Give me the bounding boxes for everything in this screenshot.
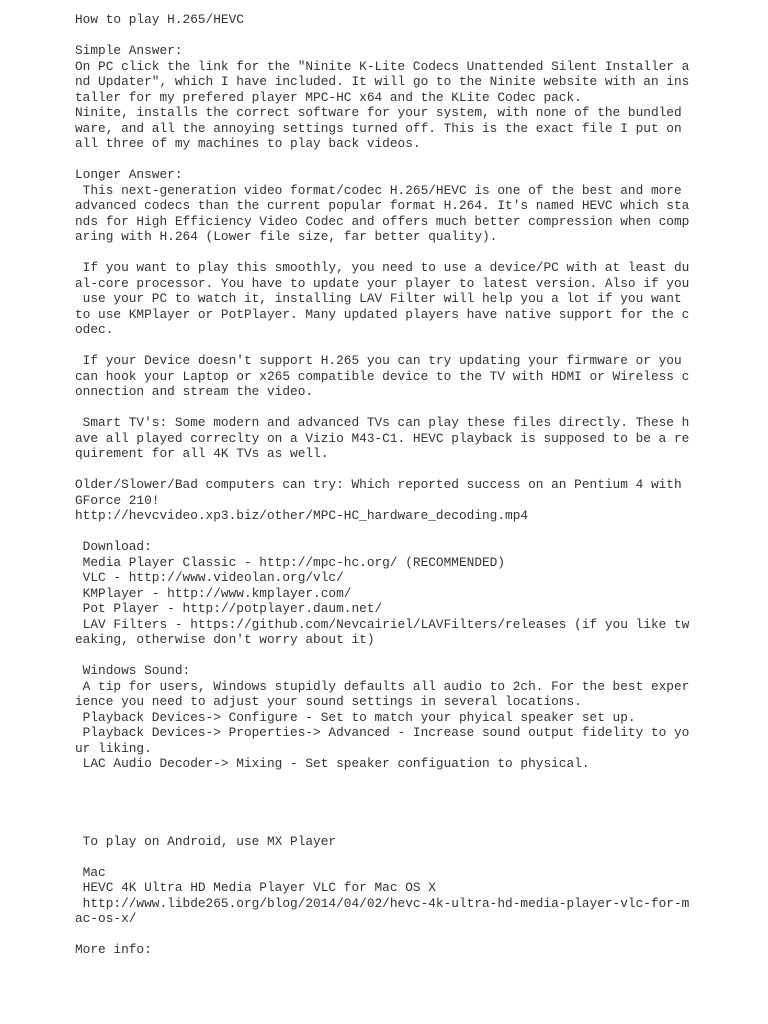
text-line: Ninite, installs the correct software for your system, with none of the bundled	[75, 105, 682, 120]
text-line: to use KMPlayer or PotPlayer. Many updated players have native support for the c	[75, 306, 690, 322]
text-line: Playback Devices-> Configure - Set to match your phyical speaker set up.	[75, 709, 636, 725]
text-line: aring with H.264 (Lower file size, far better quality).	[75, 229, 498, 244]
blank-line	[75, 338, 765, 354]
text-line: To play on Android, use MX Player	[75, 833, 337, 849]
text-line: How to play H.265/HEVC	[75, 12, 244, 27]
text-line: http://www.libde265.org/blog/2014/04/02/hevc-4k-ultra-hd-media-player-vlc-for-m	[75, 895, 690, 911]
blank-line	[75, 648, 765, 664]
text-line: onnection and stream the video.	[75, 384, 314, 399]
text-line: odec.	[75, 322, 114, 337]
text-line: This next-generation video format/codec H.265/HEVC is one of the best and more	[75, 182, 682, 198]
text-line: al-core processor. You have to update your player to latest version. Also if you	[75, 275, 690, 291]
text-line: Download:	[75, 539, 152, 554]
text-line: use your PC to watch it, installing LAV Filter will help you a lot if you want	[75, 291, 682, 306]
text-line: advanced codecs than the current popular format H.264. It's named HEVC which sta	[75, 198, 690, 213]
text-line: Mac	[75, 864, 106, 880]
text-line: nds for High Efficiency Video Codec and offers much better compression when comp	[75, 213, 690, 229]
text-line: LAV Filters - https://github.com/Nevcairiel/LAVFilters/releases (if you like tw	[75, 616, 690, 632]
blank-line	[75, 245, 765, 261]
blank-line	[75, 818, 765, 834]
text-line: If your Device doesn't support H.265 you can try updating your firmware or you	[75, 353, 682, 368]
blank-line	[75, 524, 765, 540]
text-line: taller for my prefered player MPC-HC x64 and the KLite Codec pack.	[75, 89, 582, 105]
blank-line	[75, 787, 765, 803]
text-line: ware, and all the annoying settings turned off. This is the exact file I put on	[75, 120, 682, 136]
text-line: Windows Sound:	[75, 663, 191, 678]
text-line: Older/Slower/Bad computers can try: Which reported success on an Pentium 4 with	[75, 477, 682, 492]
blank-line	[75, 927, 765, 943]
blank-line	[75, 462, 765, 478]
text-line: http://hevcvideo.xp3.biz/other/MPC-HC_hardware_decoding.mp4	[75, 508, 529, 523]
text-line: ur liking.	[75, 740, 152, 756]
blank-line	[75, 772, 765, 788]
text-line: KMPlayer - http://www.kmplayer.com/	[75, 585, 352, 601]
text-line: A tip for users, Windows stupidly defaults all audio to 2ch. For the best exper	[75, 678, 690, 694]
text-line: Media Player Classic - http://mpc-hc.org/ (RECOMMENDED)	[75, 554, 506, 570]
text-line: More info:	[75, 942, 152, 957]
text-line: Pot Player - http://potplayer.daum.net/	[75, 601, 383, 616]
text-line: HEVC 4K Ultra HD Media Player VLC for Mac OS X	[75, 880, 436, 895]
text-line: If you want to play this smoothly, you need to use a device/PC with at least du	[75, 260, 690, 275]
text-line: Playback Devices-> Properties-> Advanced - Increase sound output fidelity to yo	[75, 725, 690, 740]
blank-line	[75, 152, 765, 168]
blank-line	[75, 400, 765, 416]
text-line: VLC - http://www.videolan.org/vlc/	[75, 570, 344, 585]
text-line: Longer Answer:	[75, 167, 183, 182]
text-line: eaking, otherwise don't worry about it)	[75, 632, 375, 647]
text-line: quirement for all 4K TVs as well.	[75, 446, 329, 461]
text-line: ac-os-x/	[75, 911, 137, 926]
text-line: ave all played correclty on a Vizio M43-C1. HEVC playback is supposed to be a re	[75, 430, 690, 446]
text-line: LAC Audio Decoder-> Mixing - Set speaker configuation to physical.	[75, 756, 590, 771]
text-line: Simple Answer:	[75, 43, 183, 58]
blank-line	[75, 803, 765, 819]
text-line: ience you need to adjust your sound settings in several locations.	[75, 694, 582, 709]
text-line: nd Updater", which I have included. It will go to the Ninite website with an ins	[75, 74, 690, 89]
blank-line	[75, 849, 765, 865]
document-body	[75, 12, 765, 958]
text-line: On PC click the link for the "Ninite K-Lite Codecs Unattended Silent Installer a	[75, 58, 690, 74]
text-line: GForce 210!	[75, 492, 160, 508]
blank-line	[75, 28, 765, 44]
text-line: all three of my machines to play back videos.	[75, 136, 421, 151]
text-line: Smart TV's: Some modern and advanced TVs can play these files directly. These h	[75, 415, 690, 430]
text-line: can hook your Laptop or x265 compatible device to the TV with HDMI or Wireless c	[75, 368, 690, 384]
